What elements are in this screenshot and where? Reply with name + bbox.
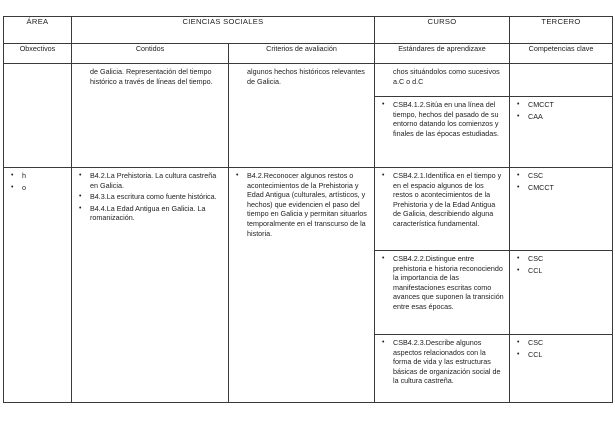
competence-item: • CMCCT [516, 100, 607, 110]
col-competences: Competencias clave [510, 44, 613, 64]
col-standards: Estándares de aprendizaxe [375, 44, 510, 64]
course-value: TERCERO [510, 17, 613, 44]
standard-text: • CSB4.1.2.Sitúa en una línea del tiempo, hechos del pasado de su entorno datando los comienzos y finales de las épocas estudiadas. [381, 100, 504, 138]
area-label: ÁREA [4, 17, 72, 44]
competences-cell [510, 97, 613, 168]
header-row [4, 17, 613, 44]
competences-cell [510, 168, 613, 251]
subject-title: CIENCIAS SOCIALES [72, 17, 375, 44]
standard-continuation-cell [375, 64, 510, 97]
criteria-item: • B4.2.Reconocer algunos restos o acontecimientos de la Prehistoria y Edad Antigua (culturales, artísticos, y hechos) que evidencien el paso del tiempo en Galicia y permitan situarlos temporalmente en el transcurso de la historia. [235, 171, 369, 238]
competence-item: • CSC [516, 171, 607, 181]
col-contents: Contidos [72, 44, 229, 64]
criteria-continuation-text: algunos hechos históricos relevantes de Galicia. [247, 67, 365, 86]
content-item: • B4.3.La escritura como fuente histórica. [78, 192, 223, 202]
competences-continuation-empty [510, 64, 613, 97]
standard-cell [375, 97, 510, 168]
contents-cell [72, 168, 229, 403]
criteria-cell [229, 168, 375, 403]
objectives-cell [4, 168, 72, 403]
competence-item: • CSC [516, 338, 607, 348]
standard-text: • CSB4.2.2.Distingue entre prehistoria e historia reconociendo la importancia de las manifestaciones escritas como avances que suponen la transición entre esas épocas. [381, 254, 504, 312]
standard-text: • CSB4.2.3.Describe algunos aspectos relacionados con la forma de vida y las estructuras básicas de organización social de la cultura castreña. [381, 338, 504, 386]
competences-cell [510, 335, 613, 403]
contents-continuation-text: de Galicia. Representación del tiempo histórico a través de líneas del tiempo. [90, 67, 213, 86]
column-header-row [4, 44, 613, 64]
course-label: CURSO [375, 17, 510, 44]
competence-item: • CAA [516, 112, 607, 122]
standard-cell [375, 335, 510, 403]
standard-continuation-text: chos situándolos como sucesivos a.C o d.C [393, 67, 500, 86]
standard-text: • CSB4.2.1.Identifica en el tiempo y en el espacio algunos de los restos o acontecimientos de la Prehistoria y de la Edad Antigua de Galicia, describiendo alguna característica fundamental. [381, 171, 504, 229]
content-item: • B4.2.La Prehistoria. La cultura castreña en Galicia. [78, 171, 223, 190]
criteria-continuation-cell [229, 64, 375, 168]
curriculum-table [3, 16, 613, 403]
col-objectives: Obxectivos [4, 44, 72, 64]
competences-cell [510, 251, 613, 335]
block-row [4, 168, 613, 251]
competence-item: • CCL [516, 350, 607, 360]
col-criteria: Criterios de avaliación [229, 44, 375, 64]
objective-item: • h [10, 171, 66, 181]
objective-item: • o [10, 183, 66, 193]
standard-cell [375, 168, 510, 251]
competence-item: • CCL [516, 266, 607, 276]
continuation-row [4, 64, 613, 97]
competence-item: • CMCCT [516, 183, 607, 193]
content-item: • B4.4.La Edad Antigua en Galicia. La romanización. [78, 204, 223, 223]
competence-item: • CSC [516, 254, 607, 264]
objectives-cell-empty [4, 64, 72, 168]
contents-continuation-cell [72, 64, 229, 168]
standard-cell [375, 251, 510, 335]
